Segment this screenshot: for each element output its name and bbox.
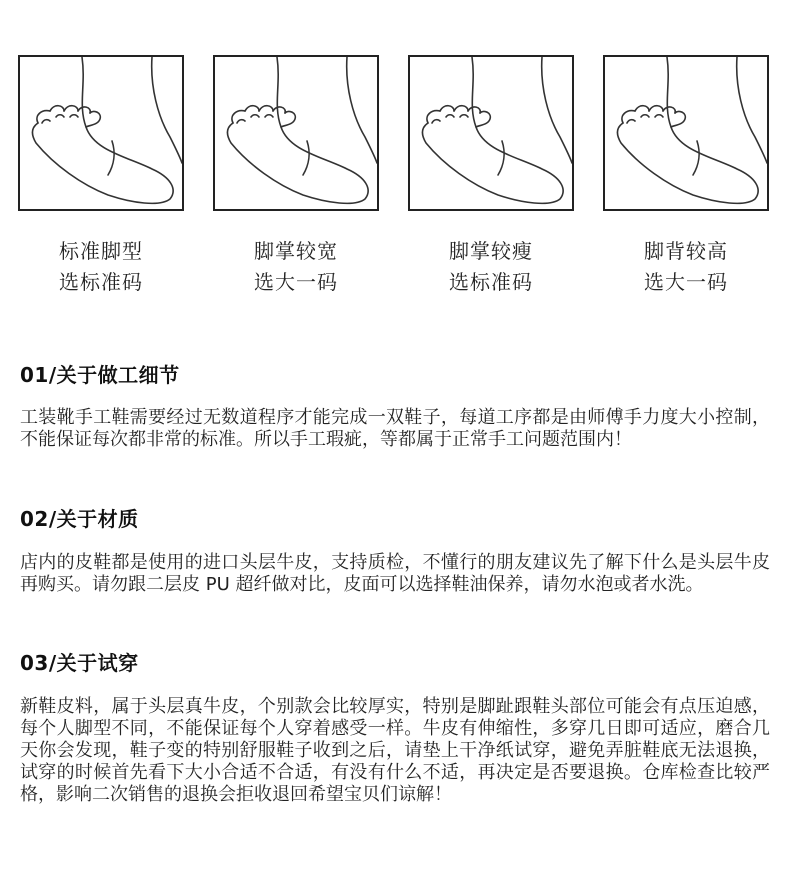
- foot-card-wide: [213, 55, 379, 298]
- foot-thin-icon: [408, 55, 574, 211]
- section-fitting-title: 03/关于试穿: [20, 651, 139, 675]
- section-material-title: 02/关于材质: [20, 507, 139, 531]
- foot-standard-size-label: 选标准码: [59, 270, 143, 294]
- foot-thin-size-label: 选标准码: [449, 270, 533, 294]
- section-fitting: [20, 650, 770, 806]
- foot-card-standard: [18, 55, 184, 298]
- foot-wide-shape-label: 脚掌较宽: [254, 239, 338, 263]
- foot-card-high-instep: [603, 55, 769, 298]
- foot-type-guide: [0, 55, 790, 300]
- foot-standard-shape-label: 标准脚型: [59, 239, 143, 263]
- section-material: [20, 506, 770, 596]
- foot-wide-icon: [213, 55, 379, 211]
- foot-wide-size-label: 选大一码: [254, 270, 338, 294]
- foot-thin-shape-label: 脚掌较瘦: [449, 239, 533, 263]
- section-fitting-body: 新鞋皮料，属于头层真牛皮，个别款会比较厚实，特别是脚趾跟鞋头部位可能会有点压迫感，每个人脚型不同，不能保证每个人穿着感受一样。牛皮有伸缩性，多穿几日即可适应，磨合几天你会发现，鞋子变的特别舒服鞋子收到之后，请垫上干净纸试穿，避免弄脏鞋底无法退换，试穿的时候首先看下大小合适不合适，有没有什么不适，再决定是否要退换。仓库检查比较严格，影响二次销售的退换会拒收退回希望宝贝们谅解！: [20, 696, 770, 805]
- section-craftsmanship: [20, 362, 770, 451]
- section-craftsmanship-title: 01/关于做工细节: [20, 363, 180, 387]
- section-material-body: 店内的皮鞋都是使用的进口头层牛皮，支持质检，不懂行的朋友建议先了解下什么是头层牛皮再购买。请勿跟二层皮 PU 超纤做对比，皮面可以选择鞋油保养，请勿水泡或者水洗。: [20, 552, 770, 595]
- foot-card-thin: [408, 55, 574, 298]
- foot-high-instep-shape-label: 脚背较高: [644, 239, 728, 263]
- foot-standard-icon: [18, 55, 184, 211]
- section-craftsmanship-body: 工装靴手工鞋需要经过无数道程序才能完成一双鞋子，每道工序都是由师傅手力度大小控制，不能保证每次都非常的标准。所以手工瑕疵，等都属于正常手工问题范围内！: [20, 407, 770, 450]
- foot-high-instep-size-label: 选大一码: [644, 270, 728, 294]
- foot-high-instep-icon: [603, 55, 769, 211]
